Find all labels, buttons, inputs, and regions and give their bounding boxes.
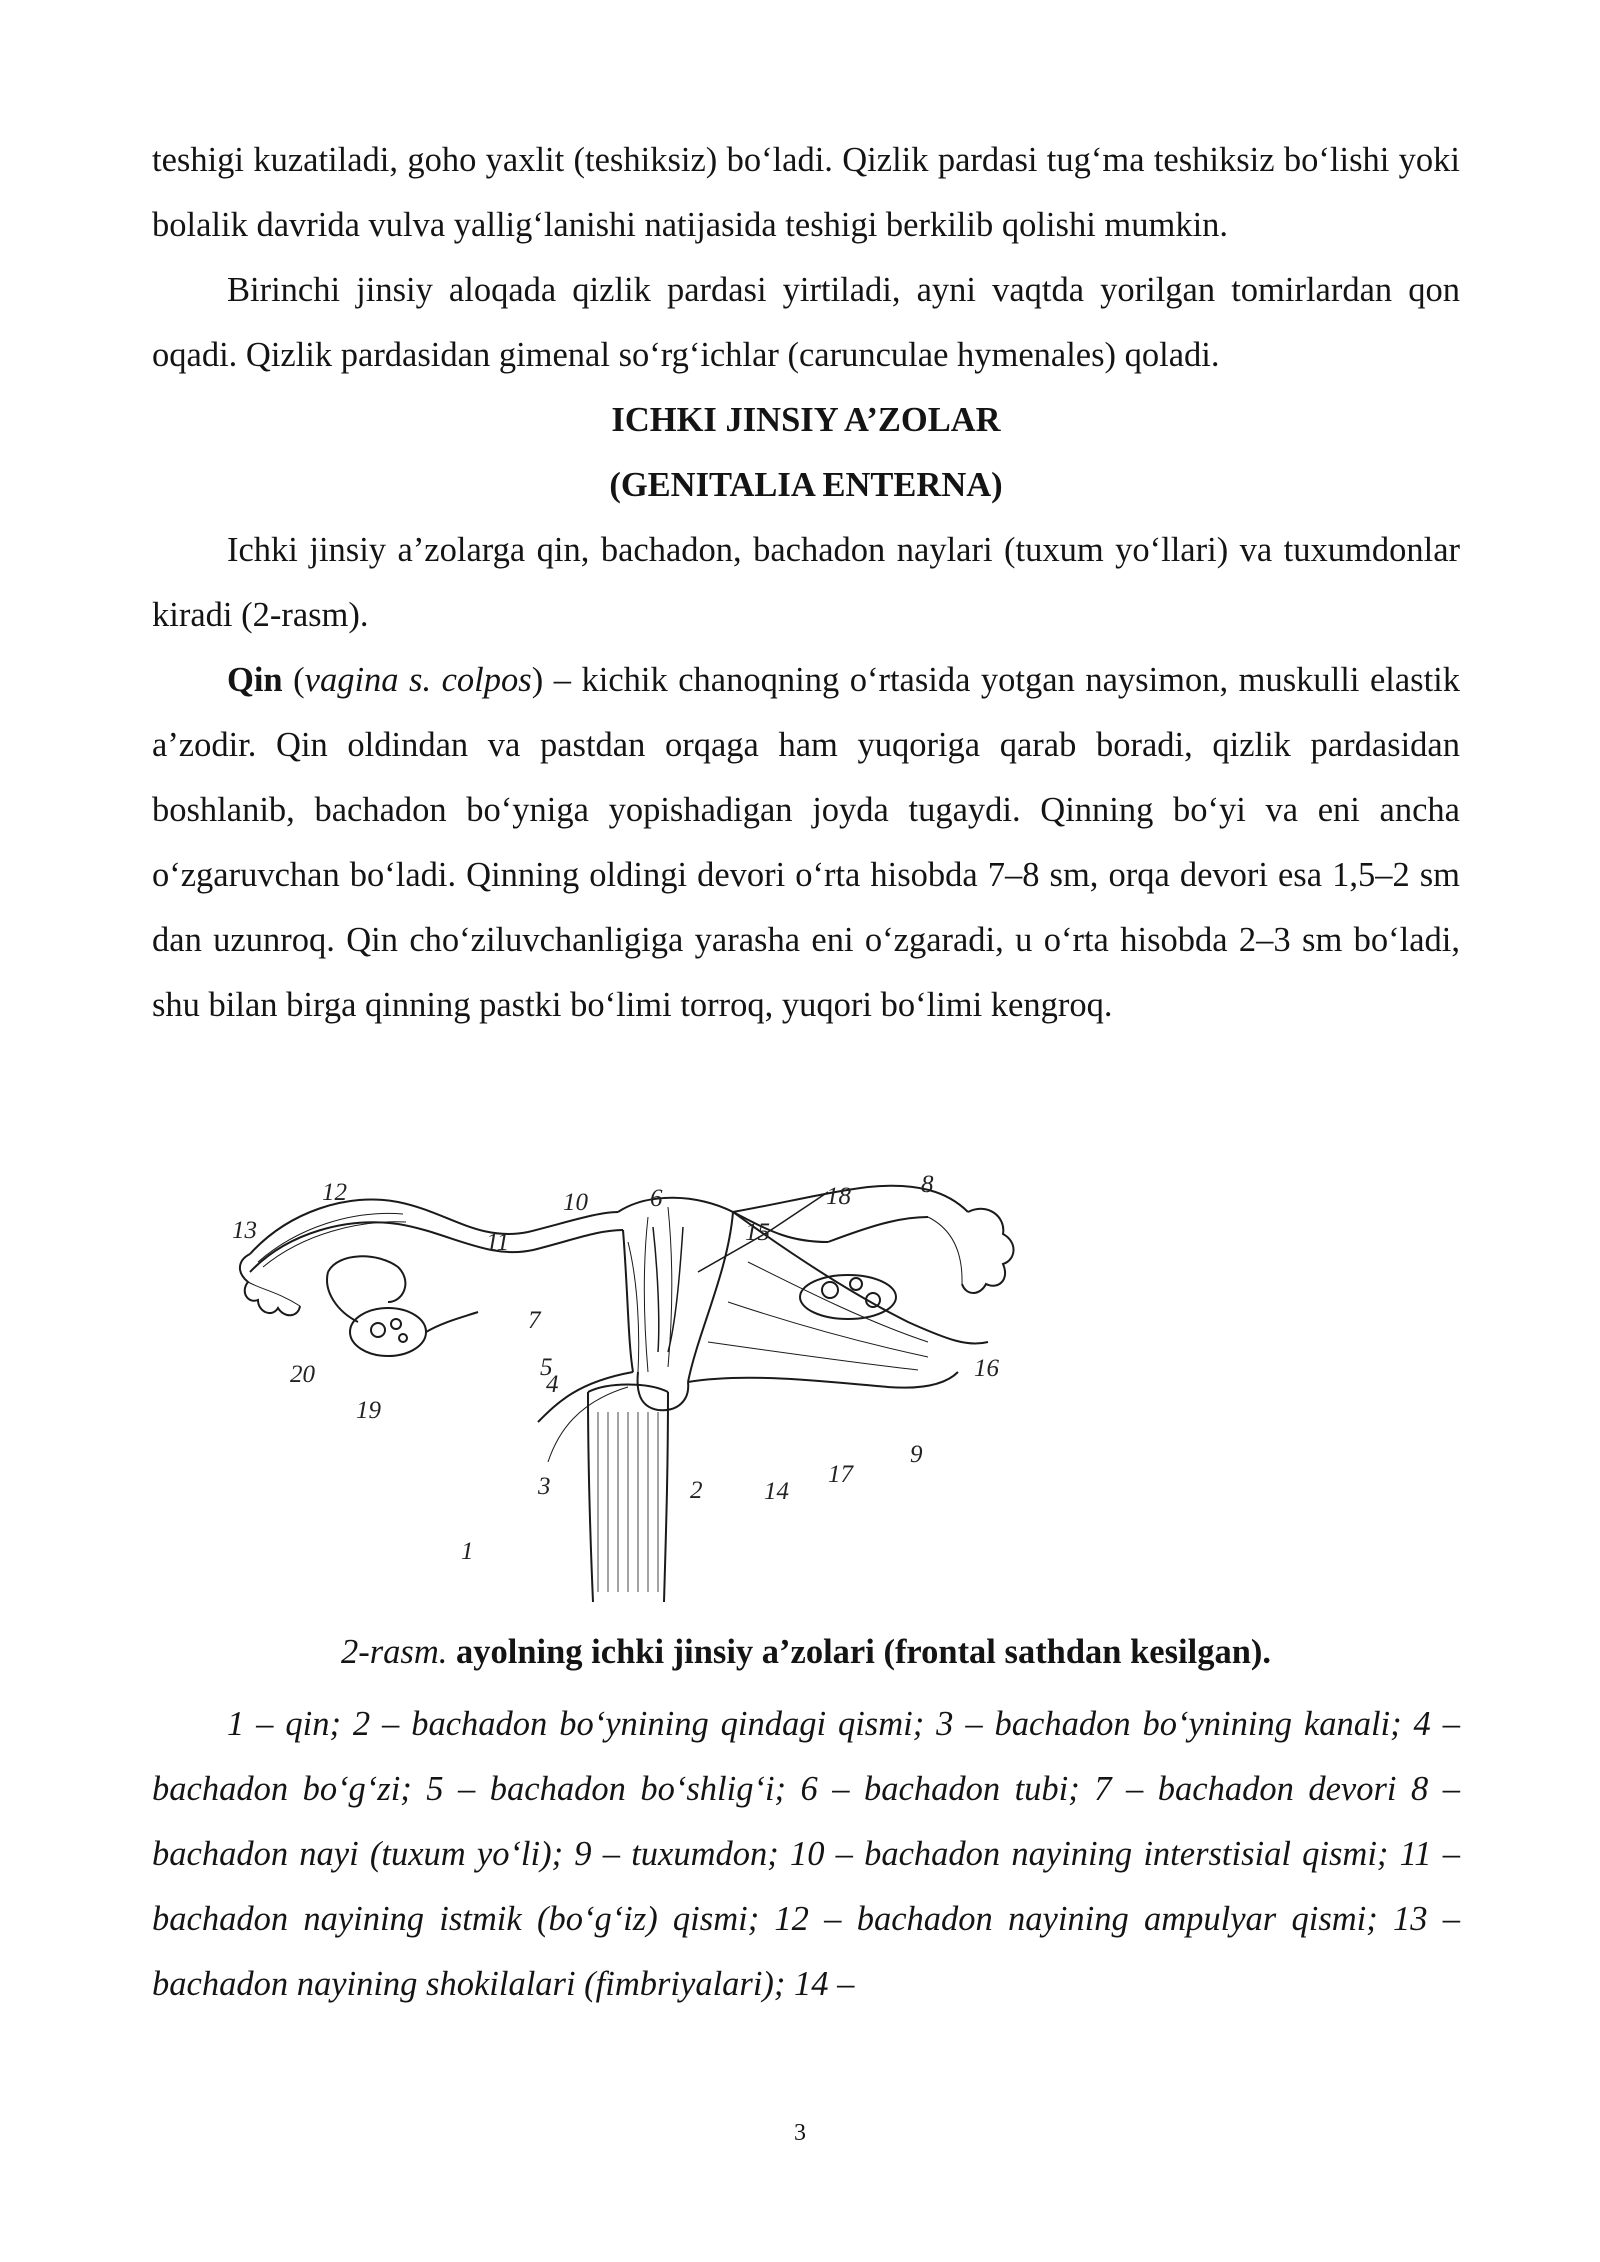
anatomy-illustration bbox=[228, 1172, 1028, 1612]
body-text bbox=[152, 128, 1460, 1038]
figure-label: 9 bbox=[910, 1441, 923, 1468]
figure-label: 13 bbox=[232, 1217, 257, 1244]
figure-label: 15 bbox=[745, 1219, 770, 1246]
figure-label: 3 bbox=[538, 1473, 551, 1500]
figure-label: 20 bbox=[290, 1361, 315, 1388]
paragraph-2: Birinchi jinsiy aloqada qizlik pardasi yirtiladi, ayni vaqtda yorilgan tomirlardan qon oqadi. Qizlik pardasidan gimenal so‘rg‘ichlar (carunculae hymenales) qoladi. bbox=[152, 271, 1460, 374]
paragraph-3: Ichki jinsiy a’zolarga qin, bachadon, bachadon naylari (tuxum yo‘llari) va tuxumdonlar kiradi (2-rasm). bbox=[152, 531, 1460, 634]
figure-caption bbox=[152, 1628, 1460, 1676]
page-number: 3 bbox=[794, 2120, 806, 2146]
figure-label: 6 bbox=[650, 1185, 663, 1212]
paragraph-4-rest: ) – kichik chanoqning o‘rtasida yotgan naysimon, muskulli elastik a’zodir. Qin oldindan va pastdan orqaga ham yuqoriga qarab boradi, qizlik pardasidan boshlanib, bachadon bo‘yniga yopishadigan joyda tugaydi. Qinning bo‘yi va eni ancha o‘zgaruvchan bo‘ladi. Qinning oldingi devori o‘rta hisobda 7–8 sm, orqa devori esa 1,5–2 sm dan uzunroq. Qin cho‘ziluvchanligiga yarasha eni o‘zgaradi, u o‘rta hisobda 2–3 sm bo‘ladi, shu bilan birga qinning pastki bo‘limi torroq, yuqori bo‘limi kengroq. bbox=[152, 661, 1461, 1024]
caption-title: ayolning ichki jinsiy a’zolari (frontal sathdan kesilgan). bbox=[456, 1633, 1272, 1671]
paragraph-4 bbox=[152, 648, 1460, 1038]
section-heading: ICHKI JINSIY A’ZOLAR bbox=[611, 401, 1001, 439]
figure-label: 11 bbox=[486, 1229, 510, 1256]
figure-label: 14 bbox=[764, 1478, 789, 1505]
section-subheading: (GENITALIA ENTERNA) bbox=[609, 466, 1003, 504]
figure-label: 7 bbox=[528, 1307, 541, 1334]
figure-label: 10 bbox=[563, 1189, 588, 1216]
paragraph-1: teshigi kuzatiladi, goho yaxlit (teshiksiz) bo‘ladi. Qizlik pardasi tug‘ma teshiksiz bo‘lishi yoki bolalik davrida vulva yallig‘lanishi natijasida teshigi berkilib qolishi mumkin. bbox=[152, 141, 1460, 244]
term-qin: Qin bbox=[227, 661, 283, 699]
figure-label: 4 bbox=[546, 1371, 559, 1398]
anatomy-figure bbox=[228, 1172, 1028, 1612]
figure-label: 19 bbox=[356, 1397, 381, 1424]
figure-label: 16 bbox=[974, 1355, 999, 1382]
figure-label: 12 bbox=[322, 1179, 347, 1206]
caption-number: 2-rasm. bbox=[340, 1633, 448, 1671]
term-latin: vagina s. colpos bbox=[304, 661, 532, 699]
figure-legend: 1 – qin; 2 – bachadon bo‘ynining qindagi qismi; 3 – bachadon bo‘ynining kanali; 4 – bachadon bo‘g‘zi; 5 – bachadon bo‘shlig‘i; 6 – bachadon tubi; 7 – bachadon devori 8 – bachadon nayi (tuxum yo‘li); 9 – tuxumdon; 10 – bachadon nayining interstisial qismi; 11 – bachadon nayining istmik (bo‘g‘iz) qismi; 12 – bachadon nayining ampulyar qismi; 13 – bachadon nayining shokilalari (fimbriyalari); 14 – bbox=[152, 1705, 1460, 2003]
figure-label: 8 bbox=[921, 1171, 934, 1198]
figure-label: 18 bbox=[826, 1183, 851, 1210]
figure-label: 2 bbox=[690, 1477, 703, 1504]
paren-open: ( bbox=[282, 661, 305, 699]
figure-label: 1 bbox=[461, 1538, 474, 1565]
figure-label: 17 bbox=[828, 1461, 853, 1488]
figure-label: 5 bbox=[540, 1354, 553, 1381]
